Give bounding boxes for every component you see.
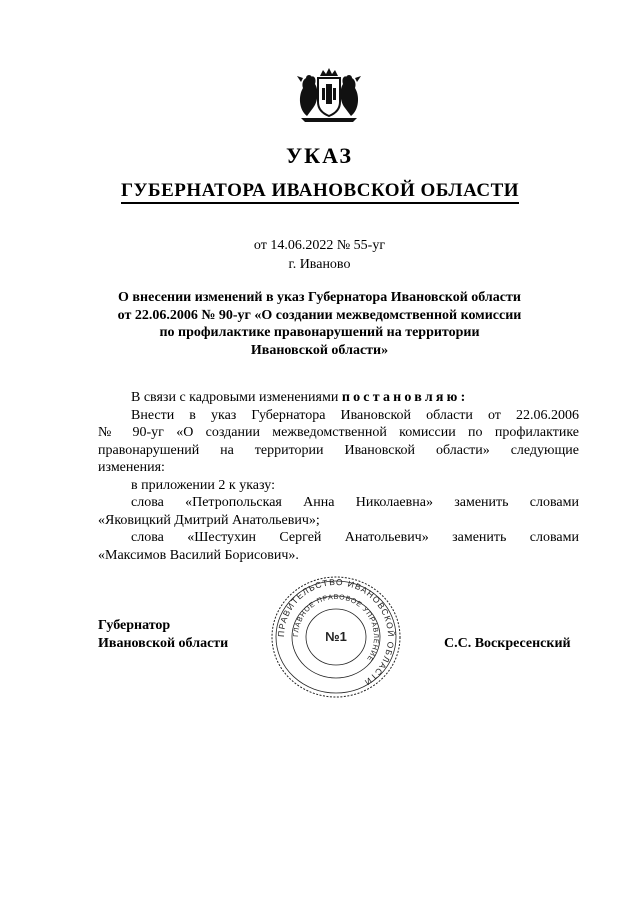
heading-line: Ивановской области» [250, 342, 389, 358]
decree-word: постановляю: [341, 390, 469, 405]
city-line: г. Иваново [288, 257, 351, 272]
change-line: слова «Петропольская Анна Николаевна» заменить словами [131, 495, 579, 510]
document-title: УКАЗ [285, 143, 354, 168]
stamp-ring-text: ПРАВИТЕЛЬСТВО ИВАНОВСКОЙ ОБЛАСТИ [275, 576, 397, 689]
document-body [98, 389, 579, 564]
change-line: «Яковицкий Дмитрий Анатольевич»; [98, 512, 320, 528]
date-number-line: от 14.06.2022 № 55-уг [253, 238, 386, 253]
paragraph-line: № 90-уг «О создании межведомственной комиссии по профилактике [98, 425, 579, 440]
preamble-text: В связи с кадровыми изменениями [131, 390, 339, 405]
document-heading [80, 289, 559, 359]
heading-line: от 22.06.2006 № 90-уг «О создании межведомственной комиссии [117, 307, 522, 323]
appendix-line: в приложении 2 к указу: [131, 477, 275, 493]
date-block [0, 236, 639, 274]
stamp-inner-text: ГЛАВНОЕ ПРАВОВОЕ УПРАВЛЕНИЕ [292, 593, 380, 663]
document-subtitle [100, 180, 540, 202]
position-line: Ивановской области [98, 635, 229, 651]
change-line: «Максимов Василий Борисович». [98, 547, 299, 563]
signatory-name: С.С. Воскресенский [444, 636, 571, 651]
position-line: Губернатор [98, 618, 171, 633]
stamp-number: №1 [325, 629, 347, 644]
subtitle-text: ГУБЕРНАТОРА ИВАНОВСКОЙ ОБЛАСТИ [121, 180, 519, 204]
signatory-position [98, 617, 228, 652]
paragraph-line: правонарушений на территории Ивановской области» следующие [98, 442, 579, 458]
paragraph-line: изменения: [98, 460, 165, 475]
official-stamp [270, 575, 402, 699]
preamble-line [98, 389, 579, 407]
coat-of-arms-icon [293, 66, 365, 124]
paragraph-line: Внести в указ Губернатора Ивановской области от 22.06.2006 [131, 407, 579, 423]
change-line: слова «Шестухин Сергей Анатольевич» заменить словами [131, 530, 579, 545]
heading-line: по профилактике правонарушений на территории [159, 325, 480, 340]
heading-line: О внесении изменений в указ Губернатора Ивановской области [118, 290, 521, 305]
